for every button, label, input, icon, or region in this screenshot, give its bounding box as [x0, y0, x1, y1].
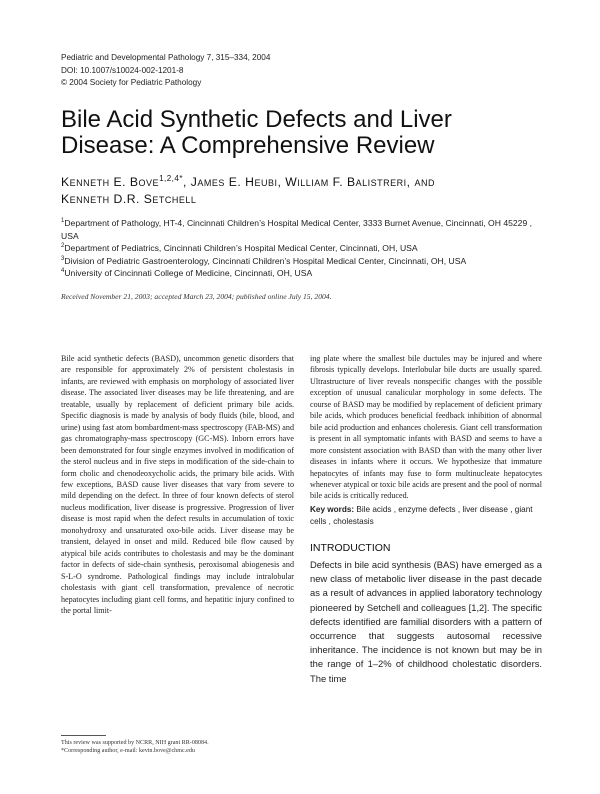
author-name: Kenneth E. Bove [61, 175, 160, 189]
keywords-label: Key words: [310, 504, 355, 514]
title-line-2: Disease: A Comprehensive Review [61, 132, 435, 159]
keywords [310, 504, 542, 528]
affiliation-text: Department of Pediatrics, Cincinnati Children’s Hospital Medical Center, Cincinnati, OH, USA [64, 243, 418, 253]
doi: DOI: 10.1007/s10024-002-1201-8 [61, 65, 184, 75]
affiliation-marker: 1 [61, 218, 65, 225]
affiliation-text: Division of Pediatric Gastroenterology, Cincinnati Children’s Hospital Medical Center, Cincinnati, OH, USA [64, 255, 467, 266]
footnotes [61, 739, 209, 755]
introduction-heading: INTRODUCTION [310, 541, 391, 554]
footnote-divider [61, 735, 106, 736]
affiliation-marker: 4 [61, 268, 65, 275]
copyright: © 2004 Society for Pediatric Pathology [61, 78, 202, 87]
abstract-text-continued: ing plate where the smallest bile ductules may be injured and where fibrosis typically develops. Interlobular bile ducts are usually spared. Ultrastructure of liver reveals nonspecific changes with the possible exception of unusual canalicular morphology in some defects. The course of BASD may be modified by replacement of deficient primary bile acids, which produces beneficial feedback inhibition of abnormal bile acid production and enhances choleresis. Giant cell transformation is present in all symptomatic infants with BASD and seems to have a more consistent association with BASD than with the many other liver diseases in infants where it occurs. We hypothesize that immature hepatocytes of infants may fuse to form multinucleate hepatocytes whenever atypical or toxic bile acids are present and the pool of normal bile acids is critically reduced. [310, 354, 542, 501]
received-dates: Received November 21, 2003; accepted March 23, 2004; published online July 15, 2004. [61, 292, 332, 301]
affiliation [61, 242, 551, 255]
author-name: Kenneth D.R. Setchell [61, 192, 197, 206]
affiliation-text: University of Cincinnati College of Medicine, Cincinnati, OH, USA [64, 268, 313, 278]
author-conjunction: and [414, 175, 435, 189]
author-list: Kenneth E. Bove$^{1,2,4*}$, James E. Heubi, William F. Balistreri, and Kenneth D.R. Setchell [61, 173, 435, 206]
journal-header [61, 52, 270, 90]
author-name: James E. Heubi [190, 175, 278, 189]
corresponding-author-marker: * [179, 173, 183, 183]
affiliation [61, 255, 551, 268]
abstract-left-column [61, 353, 294, 616]
affiliations [61, 217, 551, 280]
abstract-right-column [310, 353, 542, 686]
journal-citation: Pediatric and Developmental Pathology 7, 315–334, 2004 [61, 53, 271, 62]
title-line-1: Bile Acid Synthetic Defects and Liver [61, 106, 452, 133]
affiliation-marker: 2 [61, 243, 65, 250]
author-name: William F. Balistreri [285, 175, 407, 189]
affiliation-marker: 3 [61, 255, 65, 262]
abstract-text: Bile acid synthetic defects (BASD), uncommon genetic disorders that are responsible for approximately 2% of persistent cholestasis in infants, are reviewed with emphasis on morphology of associated liver disease. The associated liver diseases may be life threatening, and are treatable, usually by replacement of deficient primary bile acids. Specific diagnosis is made by analysis of body fluids (bile, blood, and urine) using fast atom bombardment-mass spectroscopy (FAB-MS) and gas chromatography-mass spectroscopy (GC-MS). Inborn errors have been demonstrated for four single enzymes involved in modification of the sterol nucleus and in five steps in modification of the side-chain to form cholic and chenodeoxycholic acids, the primary bile acids. With few exceptions, BASD cause liver diseases that vary from severe to mild depending on the defect. In three of four known defects of sterol nucleus modification, liver disease is progressive. Progression of liver disease is most rapid when the defect results in accumulation of toxic monohydroxy and unsaturated oxo-bile acids. Liver disease may be transient, delayed in onset and mild. Reduced bile flow caused by atypical bile acids contributes to cholestasis and may be the dominant factor in defects of side-chain synthesis, peroxisomal abiogenesis and S-L-O syndrome. Pathological findings may include intralobular cholestasis with giant cell transformation, prevalence of necrotic hepatocytes including giant cell forms, and hepatitic injury confined to the portal limit- [61, 354, 294, 615]
correspondence-footnote: *Corresponding author, e-mail: kevin.bove@chmc.edu [61, 748, 195, 755]
keywords-text: Bile acids , enzyme defects , liver disease , giant cells , cholestasis [310, 504, 533, 526]
affiliation-text: Department of Pathology, HT-4, Cincinnati Children’s Hospital Medical Center, 3333 Burnet Avenue, Cincinnati, OH 45229 , USA [61, 218, 533, 241]
funding-footnote: This review was supported by NCRR, NIH grant RR-08084. [61, 740, 209, 746]
article-title [61, 107, 452, 159]
introduction-text: Defects in bile acid synthesis (BAS) have emerged as a new class of metabolic liver disease in the past decade as a result of advances in applied laboratory technology pioneered by Setchell and colleagues [1,2]. The specific defects identified are familial disorders with a pattern of occurrence that suggests autosomal recessive inheritance. The incidence is not known but may be in the range of 1–2% of childhood cholestatic disorders. The time [310, 558, 542, 684]
affiliation [61, 217, 551, 242]
author-affiliation-marker: 1,2,4 [159, 173, 180, 183]
affiliation [61, 267, 551, 280]
